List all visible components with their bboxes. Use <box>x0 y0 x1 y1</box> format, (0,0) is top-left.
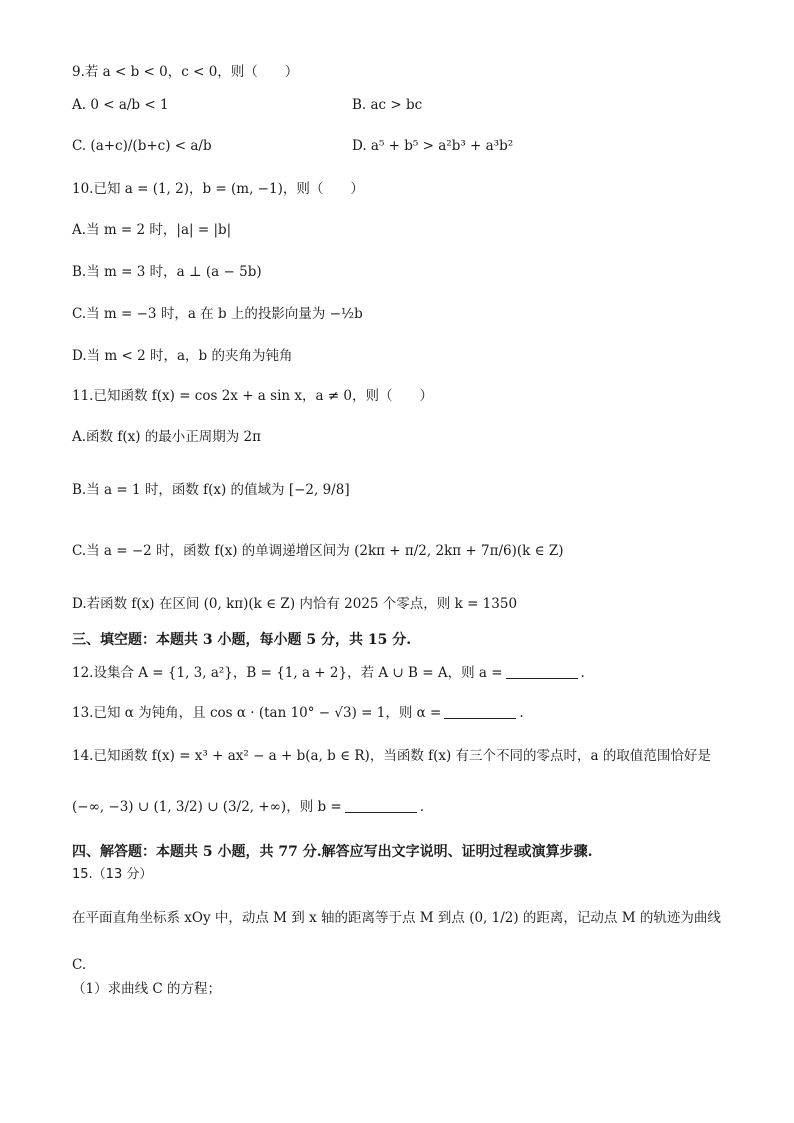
section3-heading: 三、填空题：本题共 3 小题，每小题 5 分，共 15 分. <box>72 632 412 648</box>
q11-option-a: A.函数 f(x) 的最小正周期为 2π <box>72 429 262 445</box>
q14-line2 <box>72 800 424 815</box>
q14-end: . <box>419 799 425 815</box>
q12-stem: 12.设集合 A = {1, 3, a²}，B = {1, a + 2}，若 A ∪ B = A，则 a = <box>72 665 503 681</box>
q10-option-b: B.当 m = 3 时，a ⊥ (a − 5b) <box>72 264 262 280</box>
q11-option-b: B.当 a = 1 时，函数 f(x) 的值域为 [−2, 9/8] <box>72 482 350 498</box>
q10-option-a: A.当 m = 2 时，|a| = |b| <box>72 222 232 238</box>
q12-text <box>72 666 585 681</box>
q10-option-c: C.当 m = −3 时，a 在 b 上的投影向量为 −½b <box>72 306 363 322</box>
q15-line1: 在平面直角坐标系 xOy 中，动点 M 到 x 轴的距离等于点 M 到点 (0, 1/2) 的距离，记动点 M 的轨迹为曲线 <box>72 910 721 926</box>
q12-end: . <box>580 665 585 681</box>
q10-stem: 10.已知 a = (1, 2)，b = (m, −1)，则（ ） <box>72 181 364 197</box>
section4-heading: 四、解答题：本题共 5 小题，共 77 分.解答应写出文字说明、证明过程或演算步骤. <box>72 844 593 860</box>
q13-text <box>72 706 524 721</box>
q11-stem: 11.已知函数 f(x) = cos 2x + a sin x，a ≠ 0，则（ ） <box>72 388 434 404</box>
q14-line1: 14.已知函数 f(x) = x³ + ax² − a + b(a, b ∈ R)，当函数 f(x) 有三个不同的零点时，a 的取值范围恰好是 <box>72 748 711 764</box>
q15-part1: （1）求曲线 C 的方程； <box>72 981 222 997</box>
q13-end: . <box>519 705 524 721</box>
q9-option-a: A. 0 < a/b < 1 <box>72 97 169 113</box>
q9-option-c: C. (a+c)/(b+c) < a/b <box>72 138 212 154</box>
q9-stem: 9.若 a < b < 0，c < 0，则（ ） <box>72 64 299 80</box>
q13-stem: 13.已知 α 为钝角，且 cos α · (tan 10° − √3) = 1，则 α = <box>72 705 442 721</box>
q14-answer-blank[interactable] <box>345 800 417 813</box>
q9-option-b: B. ac > bc <box>352 97 423 113</box>
q12-answer-blank[interactable] <box>506 666 578 679</box>
q11-option-c: C.当 a = −2 时，函数 f(x) 的单调递增区间为 (2kπ + π/2, 2kπ + 7π/6)(k ∈ Z) <box>72 543 564 559</box>
q13-answer-blank[interactable] <box>444 706 516 719</box>
q15-label: 15.（13 分） <box>72 867 153 882</box>
q15-line2: C. <box>72 957 87 973</box>
q14-stem: (−∞, −3) ∪ (1, 3/2) ∪ (3/2, +∞)，则 b = <box>72 799 342 815</box>
q10-option-d: D.当 m < 2 时，a，b 的夹角为钝角 <box>72 348 293 364</box>
q11-option-d: D.若函数 f(x) 在区间 (0, kπ)(k ∈ Z) 内恰有 2025 个零点，则 k = 1350 <box>72 596 518 612</box>
q9-option-d: D. a⁵ + b⁵ > a²b³ + a³b² <box>352 138 514 154</box>
